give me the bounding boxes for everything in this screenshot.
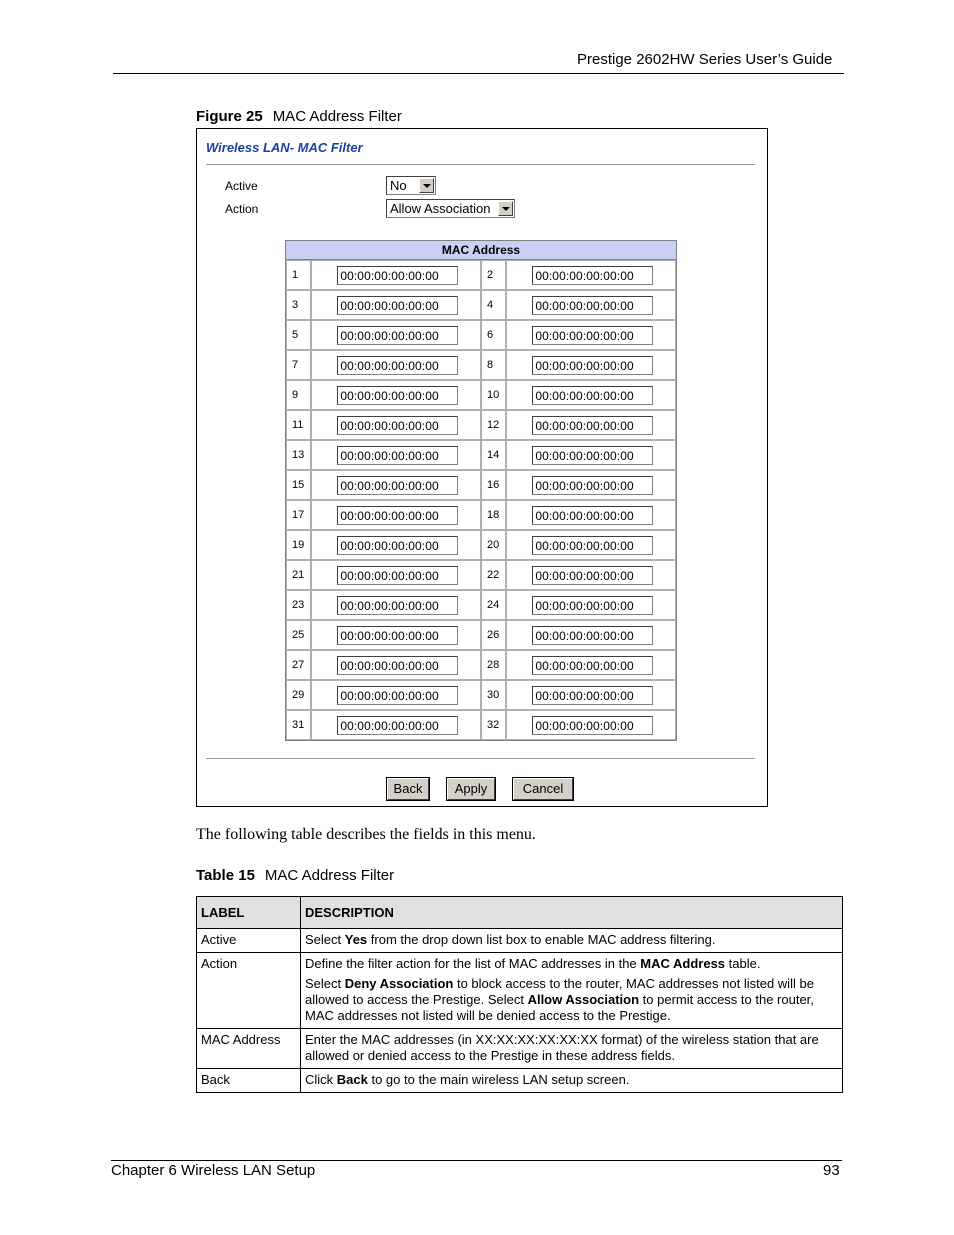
table-caption: [196, 867, 394, 884]
description-column-header: DESCRIPTION: [301, 897, 843, 929]
mac-entry-number: 28: [481, 650, 506, 680]
action-select[interactable]: [386, 199, 515, 218]
mac-address-input[interactable]: 00:00:00:00:00:00: [337, 596, 458, 615]
mac-field-cell: [506, 560, 676, 590]
table-title: MAC Address Filter: [264, 867, 395, 884]
mac-table-row: [286, 470, 676, 500]
mac-entry-number: 9: [286, 380, 311, 410]
mac-field-cell: [311, 290, 481, 320]
mac-address-input[interactable]: 00:00:00:00:00:00: [532, 686, 653, 705]
mac-entry-number: 6: [481, 320, 506, 350]
mac-table-header: MAC Address: [286, 241, 676, 260]
mac-entry-number: 26: [481, 620, 506, 650]
mac-field-cell: [311, 410, 481, 440]
mac-entry-number: 11: [286, 410, 311, 440]
description-paragraph: [305, 932, 838, 948]
mac-entry-number: 5: [286, 320, 311, 350]
field-description: [301, 1069, 843, 1093]
mac-table-row: [286, 650, 676, 680]
header-rule: [113, 73, 844, 74]
mac-address-input[interactable]: 00:00:00:00:00:00: [337, 296, 458, 315]
description-text: Click: [305, 1072, 337, 1087]
mac-entry-number: 20: [481, 530, 506, 560]
mac-address-input[interactable]: 00:00:00:00:00:00: [337, 656, 458, 675]
description-text: Select: [305, 976, 345, 991]
mac-field-cell: [506, 590, 676, 620]
field-description-table: [196, 896, 843, 1093]
description-paragraph: [305, 976, 838, 1024]
mac-entry-number: 22: [481, 560, 506, 590]
mac-table-row: [286, 620, 676, 650]
mac-address-input[interactable]: 00:00:00:00:00:00: [337, 716, 458, 735]
back-button[interactable]: Back: [387, 778, 429, 800]
mac-field-cell: [506, 500, 676, 530]
mac-entry-number: 14: [481, 440, 506, 470]
mac-address-input[interactable]: 00:00:00:00:00:00: [532, 386, 653, 405]
mac-entry-number: 15: [286, 470, 311, 500]
mac-field-cell: [506, 380, 676, 410]
description-paragraph: [305, 1072, 838, 1088]
field-description: [301, 953, 843, 1029]
mac-address-input[interactable]: 00:00:00:00:00:00: [337, 506, 458, 525]
mac-address-input[interactable]: 00:00:00:00:00:00: [532, 266, 653, 285]
mac-address-input[interactable]: 00:00:00:00:00:00: [532, 656, 653, 675]
mac-field-cell: [506, 620, 676, 650]
action-label: Action: [225, 202, 259, 216]
cancel-button[interactable]: Cancel: [513, 778, 573, 800]
mac-entry-number: 24: [481, 590, 506, 620]
mac-entry-number: 17: [286, 500, 311, 530]
active-label: Active: [225, 179, 258, 193]
mac-table-row: [286, 380, 676, 410]
mac-entry-number: 4: [481, 290, 506, 320]
mac-address-input[interactable]: 00:00:00:00:00:00: [532, 596, 653, 615]
mac-field-cell: [311, 680, 481, 710]
mac-entry-number: 2: [481, 260, 506, 290]
figure-caption: [196, 108, 402, 125]
mac-table-row: [286, 350, 676, 380]
mac-address-input[interactable]: 00:00:00:00:00:00: [337, 266, 458, 285]
description-paragraph: [305, 956, 838, 972]
field-label: MAC Address: [197, 1029, 301, 1069]
figure-number: Figure 25: [196, 108, 263, 125]
mac-entry-number: 7: [286, 350, 311, 380]
description-text: Select: [305, 932, 345, 947]
mac-table-body: [286, 260, 676, 740]
mac-address-input[interactable]: 00:00:00:00:00:00: [337, 626, 458, 645]
mac-field-cell: [311, 380, 481, 410]
mac-address-input[interactable]: 00:00:00:00:00:00: [337, 476, 458, 495]
mac-entry-number: 29: [286, 680, 311, 710]
table-row: [197, 1029, 843, 1069]
table-row: [197, 929, 843, 953]
description-text: to permit access to the router, MAC addresses not listed will be denied access to the Prestige.: [305, 992, 814, 1023]
description-text: to block access to the router, MAC addresses not listed will be allowed to access the Prestige. Select: [305, 976, 814, 1007]
mac-entry-number: 27: [286, 650, 311, 680]
mac-entry-number: 8: [481, 350, 506, 380]
footer-rule: [111, 1160, 842, 1161]
active-select[interactable]: [386, 176, 436, 195]
page-number: 93: [823, 1162, 840, 1179]
mac-address-input[interactable]: 00:00:00:00:00:00: [337, 356, 458, 375]
mac-entry-number: 25: [286, 620, 311, 650]
guide-title: Prestige 2602HW Series User’s Guide: [577, 51, 833, 68]
mac-entry-number: 18: [481, 500, 506, 530]
description-text: table.: [725, 956, 761, 971]
mac-table-row: [286, 500, 676, 530]
active-select-value: No: [390, 178, 407, 193]
mac-field-cell: [506, 350, 676, 380]
footer-divider: [206, 758, 755, 759]
mac-entry-number: 12: [481, 410, 506, 440]
mac-filter-screenshot: [196, 128, 768, 807]
mac-address-input[interactable]: 00:00:00:00:00:00: [532, 446, 653, 465]
mac-address-input[interactable]: 00:00:00:00:00:00: [337, 566, 458, 585]
mac-entry-number: 13: [286, 440, 311, 470]
mac-field-cell: [506, 650, 676, 680]
field-label: Action: [197, 953, 301, 1029]
mac-address-input[interactable]: 00:00:00:00:00:00: [532, 476, 653, 495]
mac-field-cell: [506, 710, 676, 740]
description-text: Enter the MAC addresses (in XX:XX:XX:XX:XX:XX format) of the wireless station that are allowed or denied access to the Prestige in these address fields.: [305, 1032, 819, 1063]
mac-entry-number: 30: [481, 680, 506, 710]
mac-address-input[interactable]: 00:00:00:00:00:00: [337, 386, 458, 405]
mac-field-cell: [506, 440, 676, 470]
mac-table-row: [286, 410, 676, 440]
field-description: [301, 1029, 843, 1069]
mac-field-cell: [506, 290, 676, 320]
intro-paragraph: The following table describes the fields in this menu.: [196, 826, 536, 843]
emphasis-term: Allow Association: [527, 992, 640, 1007]
mac-address-input[interactable]: 00:00:00:00:00:00: [337, 446, 458, 465]
mac-field-cell: [311, 440, 481, 470]
mac-entry-number: 19: [286, 530, 311, 560]
mac-table-row: [286, 530, 676, 560]
field-description: [301, 929, 843, 953]
mac-table-row: [286, 440, 676, 470]
mac-field-cell: [311, 320, 481, 350]
label-column-header: LABEL: [197, 897, 301, 929]
mac-entry-number: 3: [286, 290, 311, 320]
mac-field-cell: [311, 620, 481, 650]
mac-table-row: [286, 320, 676, 350]
description-text: from the drop down list box to enable MAC address filtering.: [367, 932, 716, 947]
mac-field-cell: [506, 410, 676, 440]
mac-entry-number: 16: [481, 470, 506, 500]
table-number: Table 15: [196, 867, 255, 884]
emphasis-term: Deny Association: [344, 976, 454, 991]
mac-entry-number: 10: [481, 380, 506, 410]
emphasis-term: Yes: [344, 932, 368, 947]
mac-table-row: [286, 590, 676, 620]
table-row: [197, 953, 843, 1029]
mac-address-input[interactable]: 00:00:00:00:00:00: [532, 356, 653, 375]
mac-entry-number: 31: [286, 710, 311, 740]
field-label: Active: [197, 929, 301, 953]
title-divider: [206, 164, 755, 165]
mac-address-input[interactable]: 00:00:00:00:00:00: [532, 626, 653, 645]
mac-address-input[interactable]: 00:00:00:00:00:00: [337, 416, 458, 435]
mac-address-input[interactable]: 00:00:00:00:00:00: [337, 686, 458, 705]
mac-field-cell: [506, 470, 676, 500]
mac-field-cell: [311, 500, 481, 530]
mac-address-input[interactable]: 00:00:00:00:00:00: [532, 716, 653, 735]
apply-button[interactable]: Apply: [447, 778, 495, 800]
chapter-title: Chapter 6 Wireless LAN Setup: [111, 1162, 316, 1179]
mac-field-cell: [506, 530, 676, 560]
mac-field-cell: [311, 470, 481, 500]
mac-address-input[interactable]: 00:00:00:00:00:00: [532, 566, 653, 585]
mac-table-row: [286, 710, 676, 740]
mac-field-cell: [311, 260, 481, 290]
mac-address-input[interactable]: 00:00:00:00:00:00: [532, 296, 653, 315]
mac-field-cell: [311, 650, 481, 680]
action-select-value: Allow Association: [390, 201, 491, 216]
mac-entry-number: 23: [286, 590, 311, 620]
figure-title: MAC Address Filter: [272, 108, 402, 125]
mac-address-input[interactable]: 00:00:00:00:00:00: [532, 536, 653, 555]
mac-table-row: [286, 560, 676, 590]
mac-table-row: [286, 260, 676, 290]
field-label: Back: [197, 1069, 301, 1093]
mac-field-cell: [311, 590, 481, 620]
mac-table-row: [286, 290, 676, 320]
mac-field-cell: [506, 680, 676, 710]
mac-table-row: [286, 680, 676, 710]
description-table-body: [197, 929, 843, 1093]
mac-field-cell: [311, 710, 481, 740]
mac-field-cell: [506, 320, 676, 350]
description-text: Define the filter action for the list of MAC addresses in the: [305, 956, 641, 971]
description-paragraph: [305, 1032, 838, 1064]
mac-field-cell: [311, 560, 481, 590]
chevron-down-icon[interactable]: [498, 201, 513, 216]
mac-address-input[interactable]: 00:00:00:00:00:00: [532, 326, 653, 345]
chevron-down-icon[interactable]: [419, 178, 434, 193]
description-text: to go to the main wireless LAN setup screen.: [367, 1072, 630, 1087]
mac-entry-number: 21: [286, 560, 311, 590]
screen-title: Wireless LAN- MAC Filter: [206, 140, 363, 155]
mac-address-input[interactable]: 00:00:00:00:00:00: [532, 506, 653, 525]
emphasis-term: Back: [336, 1072, 368, 1087]
mac-entry-number: 1: [286, 260, 311, 290]
mac-address-input[interactable]: 00:00:00:00:00:00: [337, 326, 458, 345]
emphasis-term: MAC Address: [640, 956, 726, 971]
mac-field-cell: [311, 350, 481, 380]
mac-field-cell: [311, 530, 481, 560]
mac-address-input[interactable]: 00:00:00:00:00:00: [337, 536, 458, 555]
mac-field-cell: [506, 260, 676, 290]
mac-address-table: [285, 240, 677, 741]
table-row: [197, 1069, 843, 1093]
mac-address-input[interactable]: 00:00:00:00:00:00: [532, 416, 653, 435]
mac-entry-number: 32: [481, 710, 506, 740]
